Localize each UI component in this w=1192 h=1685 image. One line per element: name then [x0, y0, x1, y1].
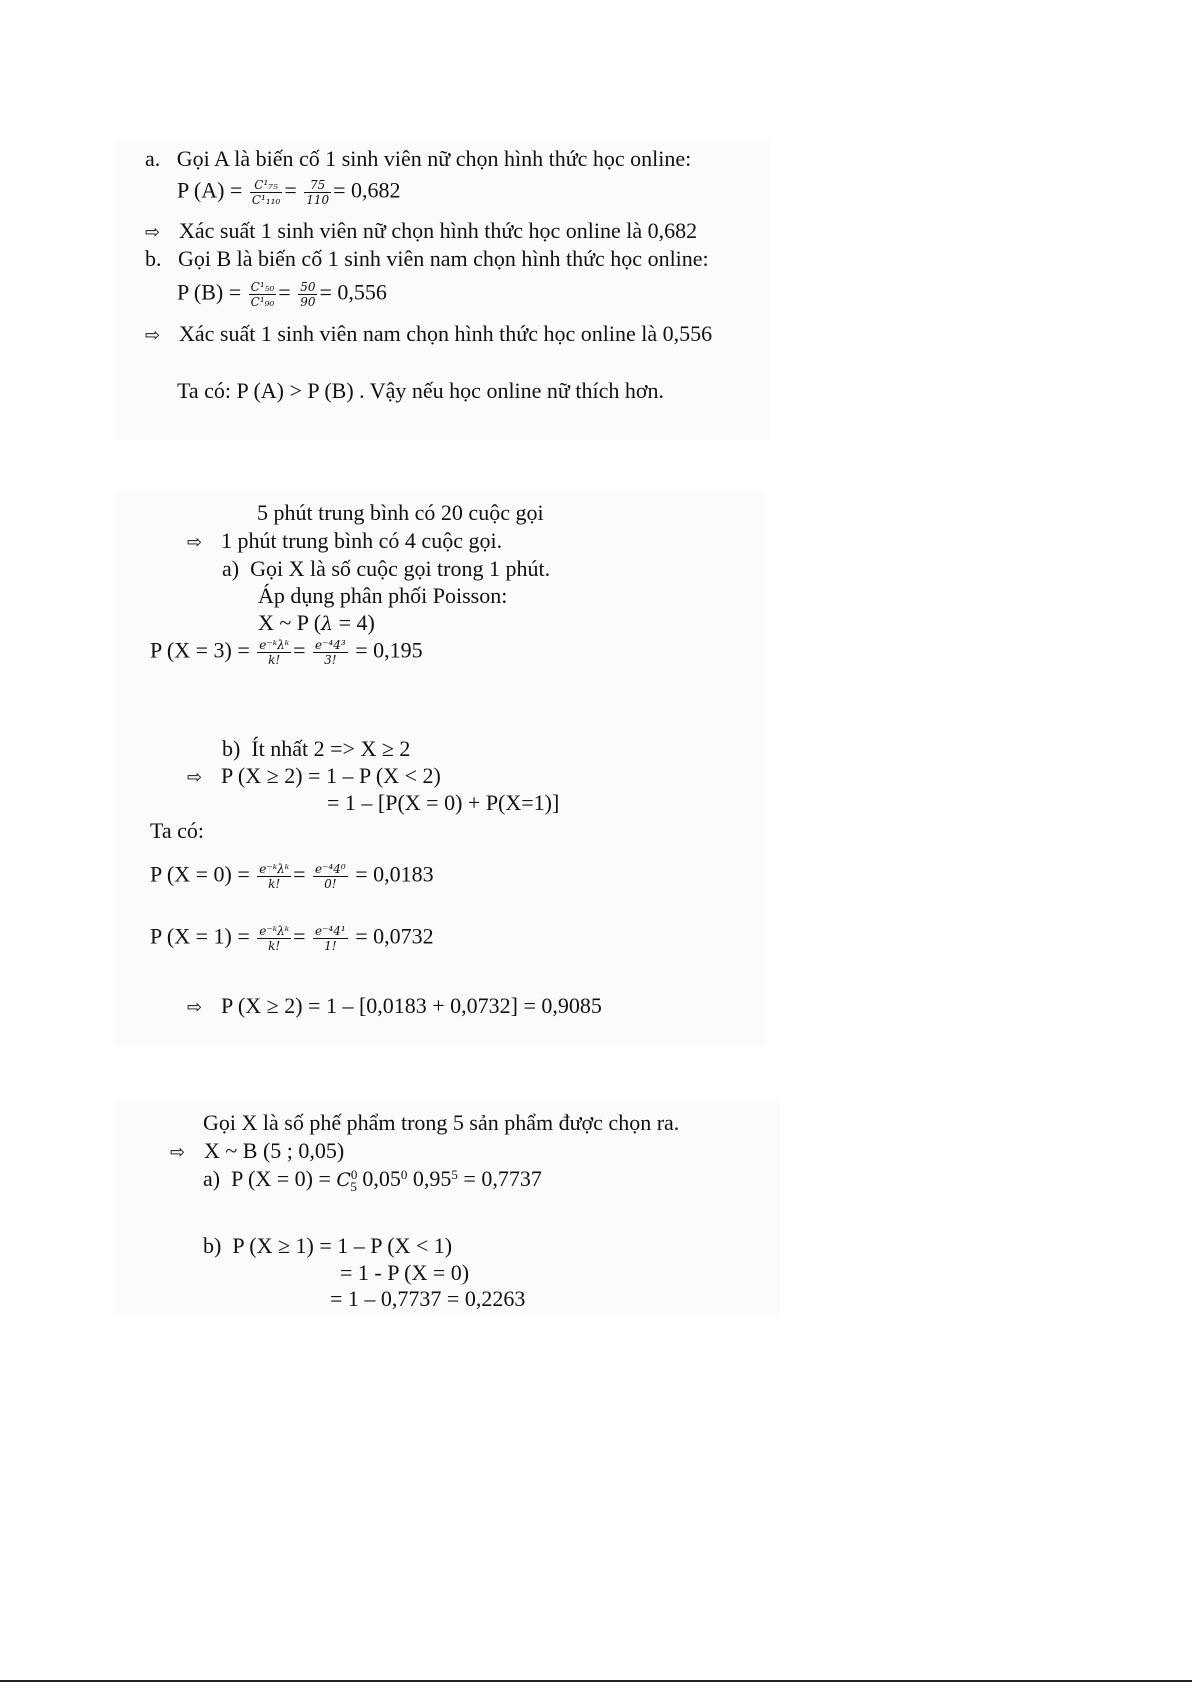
solution-block-1	[115, 140, 770, 440]
pa-fraction-num: $\frac{75}{110}$	[306, 178, 330, 207]
given-line: 5 phút trung bình có 20 cuộc gọi	[257, 500, 544, 525]
pa-formula: P (A) = $\frac{\text{C¹₇₅}}{\text{C¹₁₁₀}}$ = $\frac{75}{110}$ = 0,682	[177, 177, 401, 207]
poisson-apply: Áp dụng phân phối Poisson:	[258, 583, 508, 608]
final-result: ⇨ P (X ≥ 2) = 1 – [0,0183 + 0,0732] = 0,9085	[187, 993, 602, 1018]
arrow-icon: ⇨	[187, 767, 203, 788]
part-b-line3: = 1 – 0,7737 = 0,2263	[330, 1286, 526, 1311]
part-a-formula: a) P $(X = 0) = C^0_5$ 0,05$^0$ $0,95^5 = 0,7737$	[203, 1166, 542, 1194]
part-b-conclusion: ⇨ Xác suất 1 sinh viên nam chọn hình thức học online là 0,556	[145, 321, 713, 346]
arrow-icon: ⇨	[170, 1142, 186, 1163]
part-a-heading: a) Gọi X là số cuộc gọi trong 1 phút.	[222, 556, 551, 581]
arrow-icon: ⇨	[187, 532, 203, 553]
distribution: X ~ P (λ = 4)	[258, 610, 375, 635]
binomial-line: ⇨ X ~ B (5 ; 0,05)	[170, 1138, 345, 1163]
pb-fraction-num: $\frac{50}{90}$	[300, 280, 316, 309]
p-x0-formula: P (X = 0) = $\frac{\text{e⁻ᵏλᵏ}}{k!}$ = $\frac{\text{e⁻⁴4⁰}}{0!}$ = 0,0183	[150, 861, 434, 891]
part-b-step2: = 1 – [P(X = 0) + P(X=1)]	[327, 790, 560, 815]
page-bottom-rule	[0, 1680, 1192, 1682]
poisson-general-fraction: $\frac{\text{e⁻ᵏλᵏ}}{k!}$	[259, 638, 290, 667]
poisson-general-fraction: $\frac{\text{e⁻ᵏλᵏ}}{k!}$	[259, 862, 290, 891]
taco-label: Ta có:	[150, 818, 205, 843]
part-b-heading: b. Gọi B là biến cố 1 sinh viên nam chọn hình thức học online:	[145, 246, 709, 271]
comparison: Ta có: P (A) > P (B) . Vậy nếu học online nữ thích hơn.	[177, 378, 664, 403]
poisson-x0-fraction: $\frac{\text{e⁻⁴4⁰}}{0!}$	[315, 862, 346, 891]
pa-fraction-comb: $\frac{\text{C¹₇₅}}{\text{C¹₁₁₀}}$	[251, 178, 281, 207]
part-b-heading: b) Ít nhất 2 => X ≥ 2	[222, 736, 411, 761]
p-x3-formula: P (X = 3) = $\frac{\text{e⁻ᵏλᵏ}}{k!}$ = $\frac{\text{e⁻⁴4³}}{3!}$ = 0,195	[150, 637, 423, 667]
solution-block-3	[115, 1100, 780, 1315]
solution-block-2	[115, 490, 765, 1045]
part-b-line1: b) P (X ≥ 1) = 1 – P (X < 1)	[203, 1233, 453, 1258]
part-b-line2: = 1 - P (X = 0)	[340, 1260, 470, 1285]
p-x1-formula: P (X = 1) = $\frac{\text{e⁻ᵏλᵏ}}{k!}$ = $\frac{\text{e⁻⁴4¹}}{1!}$ = 0,0732	[150, 923, 434, 953]
pb-fraction-comb: $\frac{\text{C¹₅₀}}{\text{C¹₉₀}}$	[250, 280, 275, 309]
poisson-general-fraction: $\frac{\text{e⁻ᵏλᵏ}}{k!}$	[259, 924, 290, 953]
part-a-heading: a. Gọi A là biến cố 1 sinh viên nữ chọn hình thức học online:	[145, 146, 692, 171]
rate-line: ⇨ 1 phút trung bình có 4 cuộc gọi.	[187, 528, 503, 553]
poisson-x1-fraction: $\frac{\text{e⁻⁴4¹}}{1!}$	[315, 924, 346, 953]
definition-line: Gọi X là số phế phẩm trong 5 sản phẩm được chọn ra.	[203, 1110, 680, 1135]
arrow-icon: ⇨	[145, 222, 161, 243]
poisson-x3-fraction: $\frac{\text{e⁻⁴4³}}{3!}$	[315, 638, 346, 667]
arrow-icon: ⇨	[187, 997, 203, 1018]
pb-formula: P (B) = $\frac{\text{C¹₅₀}}{\text{C¹₉₀}}$ = $\frac{50}{90}$ = 0,556	[177, 279, 387, 309]
part-b-step1: ⇨ P (X ≥ 2) = 1 – P (X < 2)	[187, 763, 441, 788]
arrow-icon: ⇨	[145, 325, 161, 346]
part-a-conclusion: ⇨ Xác suất 1 sinh viên nữ chọn hình thức học online là 0,682	[145, 218, 698, 243]
